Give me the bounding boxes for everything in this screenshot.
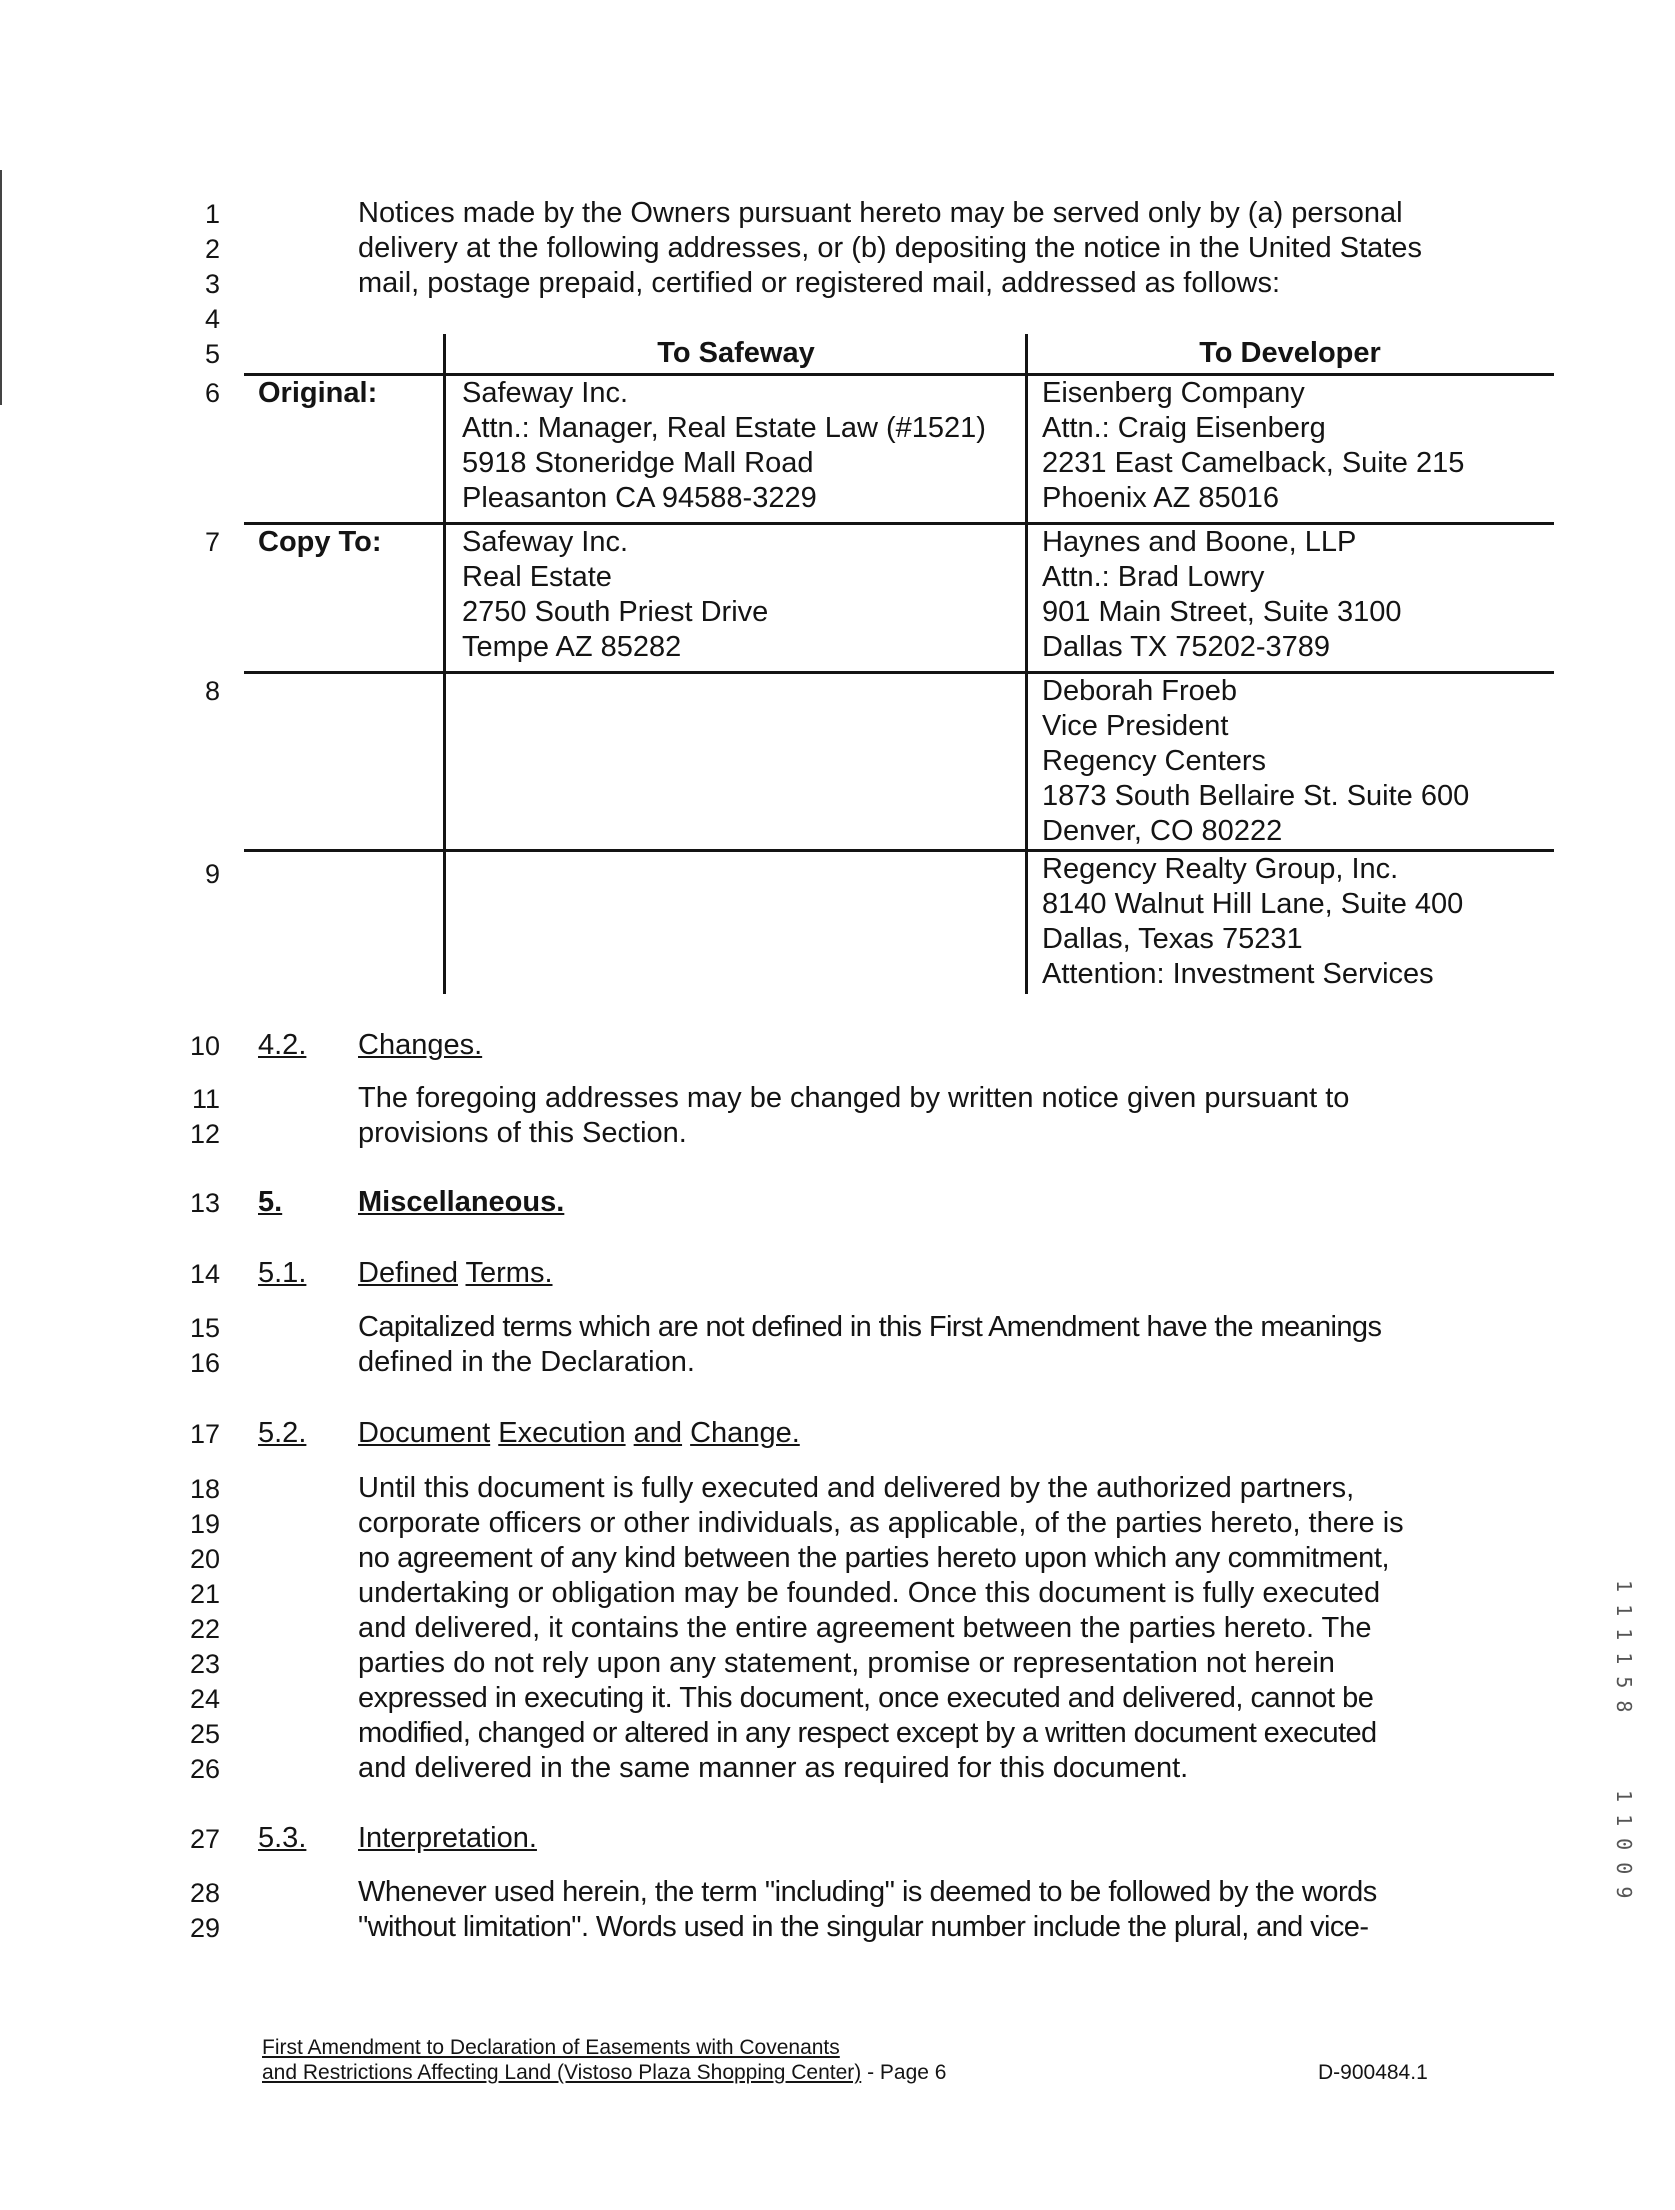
title-word: Execution [498, 1417, 626, 1449]
line-number: 23 [189, 1649, 220, 1679]
address-line: Safeway Inc. [462, 526, 629, 558]
address-line: Attn.: Manager, Real Estate Law (#1521) [462, 412, 986, 444]
section-title: Changes. [358, 1029, 483, 1061]
line-number: 8 [204, 676, 220, 706]
address-line: Attention: Investment Services [1042, 958, 1434, 990]
address-line: Attn.: Craig Eisenberg [1042, 412, 1326, 444]
line-number: 17 [189, 1419, 220, 1449]
line-number: 28 [189, 1878, 220, 1908]
paragraph-line: modified, changed or altered in any respect except by a written document executed [358, 1717, 1377, 1749]
line-number: 1 [204, 199, 220, 229]
section-number: 5. [258, 1186, 283, 1218]
title-word: and [633, 1417, 683, 1449]
paragraph-line: defined in the Declaration. [358, 1346, 695, 1378]
address-line: 8140 Walnut Hill Lane, Suite 400 [1042, 888, 1464, 920]
paragraph-line: delivery at the following addresses, or (b) depositing the notice in the United States [358, 232, 1422, 264]
section-title: Miscellaneous. [358, 1186, 565, 1218]
line-number: 27 [189, 1824, 220, 1854]
recording-mark-upper: 1 1 1 1 5 8 [1612, 1580, 1636, 1713]
footer-doc-id: D-900484.1 [1318, 2061, 1428, 2084]
section-number: 5.2. [258, 1417, 307, 1449]
address-line: 1873 South Bellaire St. Suite 600 [1042, 780, 1470, 812]
column-divider [1025, 334, 1028, 994]
title-word: Terms. [465, 1257, 553, 1289]
row-divider [244, 671, 1554, 674]
section-number: 5.3. [258, 1822, 307, 1854]
left-margin-bar [0, 170, 2, 405]
paragraph-line: and delivered, it contains the entire agreement between the parties hereto. The [358, 1612, 1372, 1644]
address-line: Real Estate [462, 561, 612, 593]
paragraph-line: provisions of this Section. [358, 1117, 687, 1149]
section-number: 5.1. [258, 1257, 307, 1289]
section-title [358, 1416, 800, 1452]
paragraph-line: Whenever used herein, the term "including" is deemed to be followed by the words [358, 1876, 1377, 1908]
footer-page-number: - Page 6 [861, 2061, 947, 2084]
address-line: Regency Realty Group, Inc. [1042, 853, 1399, 885]
address-line: Attn.: Brad Lowry [1042, 561, 1265, 593]
paragraph-line: parties do not rely upon any statement, promise or representation not herein [358, 1647, 1335, 1679]
line-number: 20 [189, 1544, 220, 1574]
address-line: Deborah Froeb [1042, 675, 1238, 707]
address-line: Vice President [1042, 710, 1229, 742]
paragraph-line: The foregoing addresses may be changed by written notice given pursuant to [358, 1082, 1350, 1114]
address-line: Dallas, Texas 75231 [1042, 923, 1303, 955]
section-title [358, 1256, 553, 1292]
paragraph-line: and delivered in the same manner as required for this document. [358, 1752, 1189, 1784]
line-number: 4 [204, 304, 220, 334]
address-line: Tempe AZ 85282 [462, 631, 682, 663]
row-label-original: Original: [258, 377, 378, 409]
address-line: Safeway Inc. [462, 377, 629, 409]
line-number: 12 [189, 1119, 220, 1149]
line-number: 10 [189, 1031, 220, 1061]
column-divider [443, 334, 446, 994]
line-number: 7 [204, 527, 220, 557]
row-divider [244, 373, 1554, 376]
paragraph-line: Until this document is fully executed and delivered by the authorized partners, [358, 1472, 1355, 1504]
address-line: 901 Main Street, Suite 3100 [1042, 596, 1402, 628]
footer-title-line-2-wrap [262, 2060, 946, 2085]
row-label-copy-to: Copy To: [258, 526, 382, 558]
line-number: 21 [189, 1579, 220, 1609]
address-line: 5918 Stoneridge Mall Road [462, 447, 814, 479]
line-number: 15 [189, 1313, 220, 1343]
line-number: 26 [189, 1754, 220, 1784]
title-word: Defined [358, 1257, 458, 1289]
line-number: 14 [189, 1259, 220, 1289]
footer-title-line-2: and Restrictions Affecting Land (Vistoso Plaza Shopping Center) [262, 2061, 862, 2084]
line-number: 19 [189, 1509, 220, 1539]
line-number: 29 [189, 1913, 220, 1943]
header-to-developer: To Developer [1199, 337, 1381, 369]
paragraph-line: undertaking or obligation may be founded. Once this document is fully executed [358, 1577, 1381, 1609]
paragraph-line: "without limitation". Words used in the singular number include the plural, and vice- [358, 1911, 1369, 1943]
line-number: 3 [204, 269, 220, 299]
address-line: Eisenberg Company [1042, 377, 1305, 409]
row-divider [244, 522, 1554, 525]
recording-mark-lower: 1 1 0 0 9 [1612, 1790, 1636, 1899]
section-number: 4.2. [258, 1029, 307, 1061]
paragraph-line: no agreement of any kind between the parties hereto upon which any commitment, [358, 1542, 1390, 1574]
footer-title-line-1: First Amendment to Declaration of Easements with Covenants [262, 2036, 840, 2059]
line-number: 5 [204, 339, 220, 369]
header-to-safeway: To Safeway [657, 337, 815, 369]
address-line: Denver, CO 80222 [1042, 815, 1283, 847]
address-line: Phoenix AZ 85016 [1042, 482, 1280, 514]
paragraph-line: Notices made by the Owners pursuant hereto may be served only by (a) personal [358, 197, 1403, 229]
line-number: 13 [189, 1188, 220, 1218]
section-title: Interpretation. [358, 1822, 537, 1854]
line-number: 25 [189, 1719, 220, 1749]
paragraph-line: expressed in executing it. This document, once executed and delivered, cannot be [358, 1682, 1374, 1714]
address-line: Dallas TX 75202-3789 [1042, 631, 1331, 663]
line-number: 16 [189, 1348, 220, 1378]
line-number: 18 [189, 1474, 220, 1504]
address-line: Haynes and Boone, LLP [1042, 526, 1357, 558]
address-line: 2231 East Camelback, Suite 215 [1042, 447, 1465, 479]
line-number: 6 [204, 378, 220, 408]
line-number: 24 [189, 1684, 220, 1714]
address-line: 2750 South Priest Drive [462, 596, 769, 628]
line-number: 2 [204, 234, 220, 264]
address-line: Regency Centers [1042, 745, 1267, 777]
paragraph-line: Capitalized terms which are not defined in this First Amendment have the meanings [358, 1311, 1382, 1343]
paragraph-line: corporate officers or other individuals, as applicable, of the parties hereto, there is [358, 1507, 1404, 1539]
line-number: 11 [191, 1084, 220, 1114]
address-line: Pleasanton CA 94588-3229 [462, 482, 817, 514]
line-number: 9 [204, 859, 220, 889]
title-word: Document [358, 1417, 491, 1449]
paragraph-line: mail, postage prepaid, certified or registered mail, addressed as follows: [358, 267, 1281, 299]
title-word: Change. [690, 1417, 800, 1449]
line-number: 22 [189, 1614, 220, 1644]
